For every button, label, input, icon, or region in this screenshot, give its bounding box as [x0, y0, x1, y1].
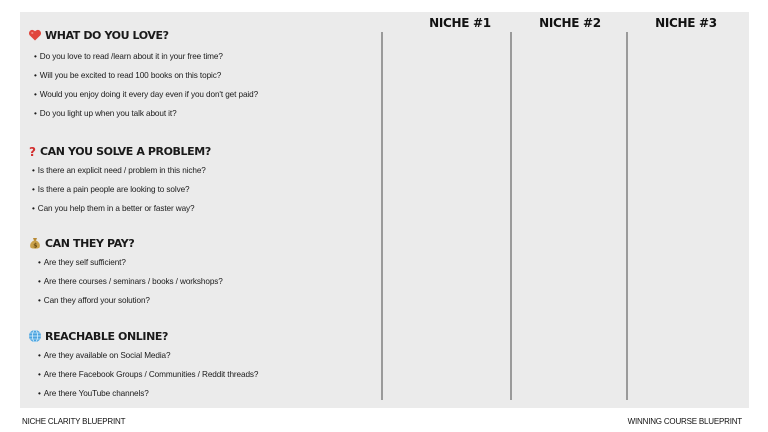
question-item: • Are there Facebook Groups / Communities / Reddit threads? [38, 370, 259, 379]
footer-right-label: WINNING COURSE BLUEPRINT [627, 417, 742, 426]
column-header-niche-2: NICHE #2 [539, 16, 601, 30]
globe-icon [28, 329, 42, 343]
section-title [28, 27, 258, 43]
section-title-text: REACHABLE ONLINE? [45, 329, 168, 343]
section-title-text: CAN THEY PAY? [45, 236, 135, 250]
money-bag-icon [28, 236, 42, 250]
section-can-you-solve-a-problem [28, 143, 211, 218]
question-item: • Is there a pain people are looking to solve? [32, 185, 190, 194]
column-header-niche-3: NICHE #3 [655, 16, 717, 30]
question-mark-icon [28, 144, 37, 158]
section-title-text: WHAT DO YOU LOVE? [45, 28, 169, 42]
section-reachable-online [28, 328, 258, 403]
column-header-niche-1: NICHE #1 [429, 16, 491, 30]
section-title [28, 235, 223, 251]
heart-icon [28, 28, 42, 42]
section-title-text: CAN YOU SOLVE A PROBLEM? [40, 144, 211, 158]
column-divider-1 [381, 32, 383, 400]
footer-left-label: NICHE CLARITY BLUEPRINT [22, 417, 126, 426]
question-item: • Do you love to read /learn about it in your free time? [34, 52, 223, 61]
question-item: • Will you be excited to read 100 books on this topic? [34, 71, 222, 80]
niche-worksheet [20, 12, 749, 408]
question-item: • Can you help them in a better or faster way? [32, 204, 195, 213]
column-divider-2 [510, 32, 512, 400]
question-item: • Is there an explicit need / problem in this niche? [32, 166, 206, 175]
section-title [28, 328, 258, 344]
question-item: • Would you enjoy doing it every day even if you don't get paid? [34, 90, 259, 99]
section-title [28, 143, 211, 159]
section-can-they-pay [28, 235, 223, 310]
question-item: • Are there YouTube channels? [38, 389, 149, 398]
column-divider-3 [626, 32, 628, 400]
svg-text:?: ? [29, 145, 36, 158]
question-item: • Can they afford your solution? [38, 296, 150, 305]
section-what-do-you-love [28, 27, 258, 123]
question-item: • Do you light up when you talk about it? [34, 109, 177, 118]
question-item: • Are there courses / seminars / books / workshops? [38, 277, 223, 286]
question-item: • Are they available on Social Media? [38, 351, 171, 360]
svg-text:$: $ [33, 242, 37, 250]
question-item: • Are they self sufficient? [38, 258, 126, 267]
